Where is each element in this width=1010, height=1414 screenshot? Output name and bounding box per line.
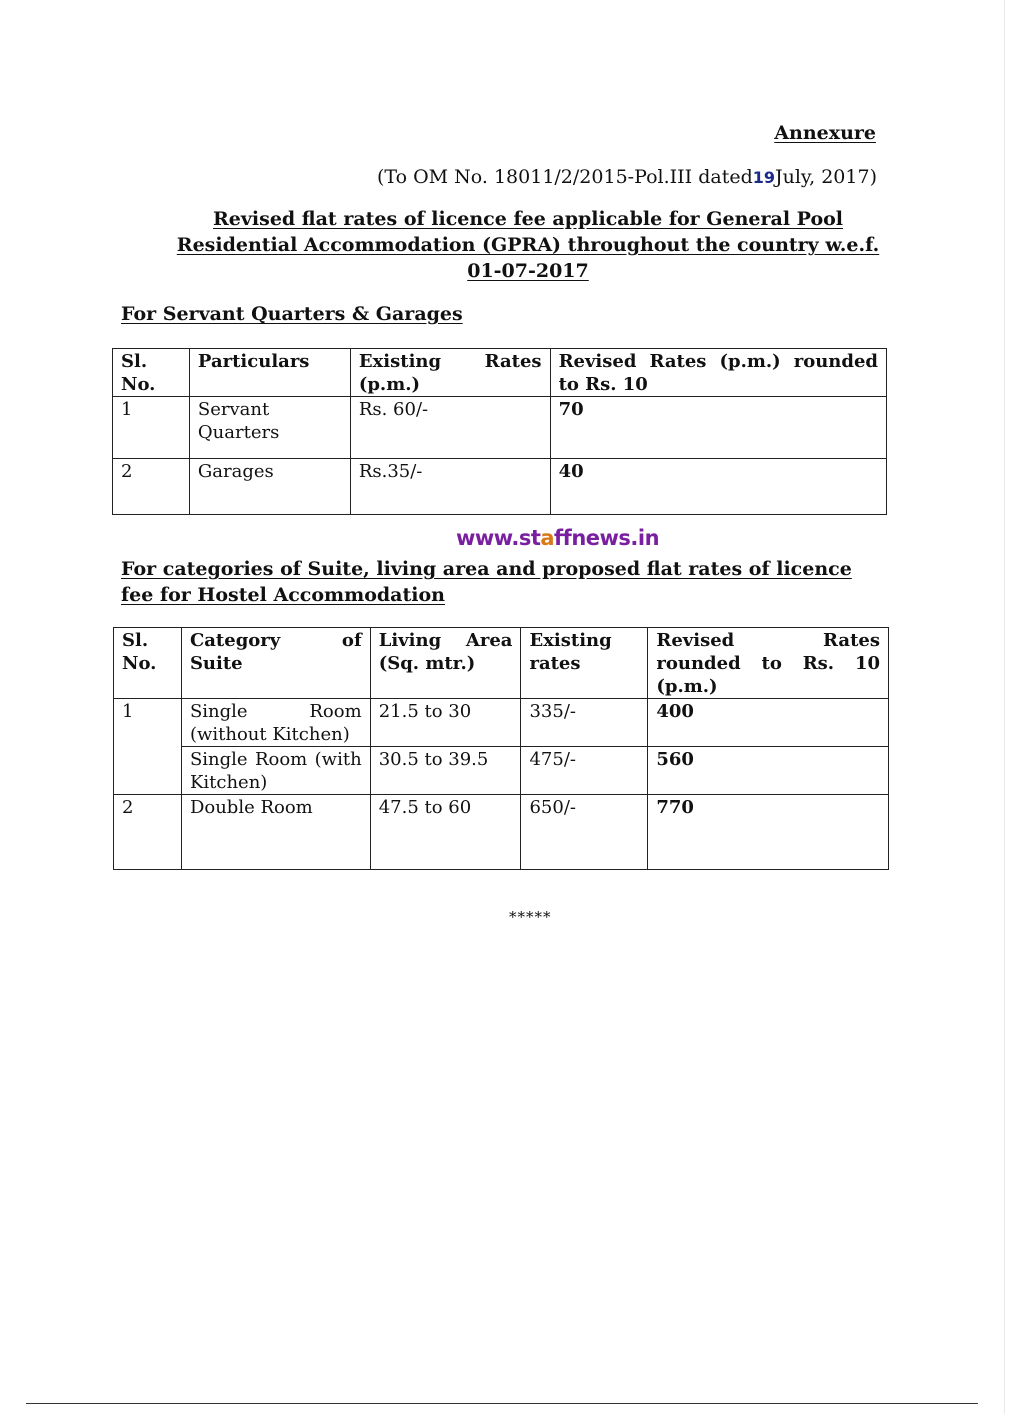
table-header-row xyxy=(114,628,889,699)
cell-sl: 2 xyxy=(113,459,190,515)
watermark-part1: www.st xyxy=(456,526,541,550)
watermark-url xyxy=(456,526,659,550)
cell-revised: 400 xyxy=(648,699,889,747)
cell-existing: Rs.35/- xyxy=(350,459,550,515)
main-heading-line2: Residential Accommodation (GPRA) throughout the country w.e.f. xyxy=(176,234,880,256)
table-row xyxy=(114,747,889,795)
cell-area: 21.5 to 30 xyxy=(370,699,521,747)
cell-sl: 1 xyxy=(114,699,182,795)
col-header-particulars: Particulars xyxy=(189,349,350,397)
cell-particulars: Garages xyxy=(189,459,350,515)
cell-existing: 650/- xyxy=(521,795,648,870)
table-row xyxy=(113,397,887,459)
om-ref-suffix: July, 2017) xyxy=(775,166,877,188)
hostel-accommodation-heading: For categories of Suite, living area and proposed flat rates of licence fee for Hostel Accommodation xyxy=(121,558,852,606)
cell-area: 47.5 to 60 xyxy=(370,795,521,870)
end-of-document-mark: ***** xyxy=(509,908,552,926)
table-row xyxy=(113,459,887,515)
main-heading-line1: Revised flat rates of licence fee applicable for General Pool xyxy=(212,208,844,230)
cell-sl: 1 xyxy=(113,397,190,459)
cell-revised: 70 xyxy=(550,397,886,459)
servant-quarters-table xyxy=(112,348,887,515)
col-header-existing-rates: Existing Rates (p.m.) xyxy=(350,349,550,397)
cell-revised: 770 xyxy=(648,795,889,870)
watermark-part2: a xyxy=(540,526,555,550)
main-heading xyxy=(170,206,886,284)
cell-existing: 475/- xyxy=(521,747,648,795)
col-header-sl-no: Sl. No. xyxy=(113,349,190,397)
cell-area: 30.5 to 39.5 xyxy=(370,747,521,795)
col-header-sl-no: Sl. No. xyxy=(114,628,182,699)
col-header-existing-rates: Existing rates xyxy=(521,628,648,699)
hostel-accommodation-table xyxy=(113,627,889,870)
cell-revised: 560 xyxy=(648,747,889,795)
bottom-divider xyxy=(26,1403,978,1404)
servant-quarters-heading: For Servant Quarters & Garages xyxy=(121,303,463,325)
table-header-row xyxy=(113,349,887,397)
col-header-living-area: Living Area (Sq. mtr.) xyxy=(370,628,521,699)
om-ref-prefix: (To OM No. 18011/2/2015-Pol.III dated xyxy=(377,166,753,188)
cell-category: Single Room (without Kitchen) xyxy=(181,699,370,747)
cell-category: Double Room xyxy=(181,795,370,870)
table-row xyxy=(114,795,889,870)
cell-particulars: Servant Quarters xyxy=(189,397,350,459)
col-header-category: Category of Suite xyxy=(181,628,370,699)
cell-sl: 2 xyxy=(114,795,182,870)
cell-existing: 335/- xyxy=(521,699,648,747)
cell-revised: 40 xyxy=(550,459,886,515)
table-row xyxy=(114,699,889,747)
om-reference xyxy=(377,166,877,188)
col-header-revised-rates: Revised Rates rounded to Rs. 10 (p.m.) xyxy=(648,628,889,699)
annexure-label: Annexure xyxy=(774,122,876,144)
watermark-part3: ffnews.in xyxy=(554,526,660,550)
main-heading-line3: 01-07-2017 xyxy=(467,260,589,282)
handwritten-date: 19 xyxy=(752,168,775,187)
scan-edge xyxy=(1004,0,1005,1414)
cell-existing: Rs. 60/- xyxy=(350,397,550,459)
col-header-revised-rates: Revised Rates (p.m.) rounded to Rs. 10 xyxy=(550,349,886,397)
cell-category: Single Room (with Kitchen) xyxy=(181,747,370,795)
